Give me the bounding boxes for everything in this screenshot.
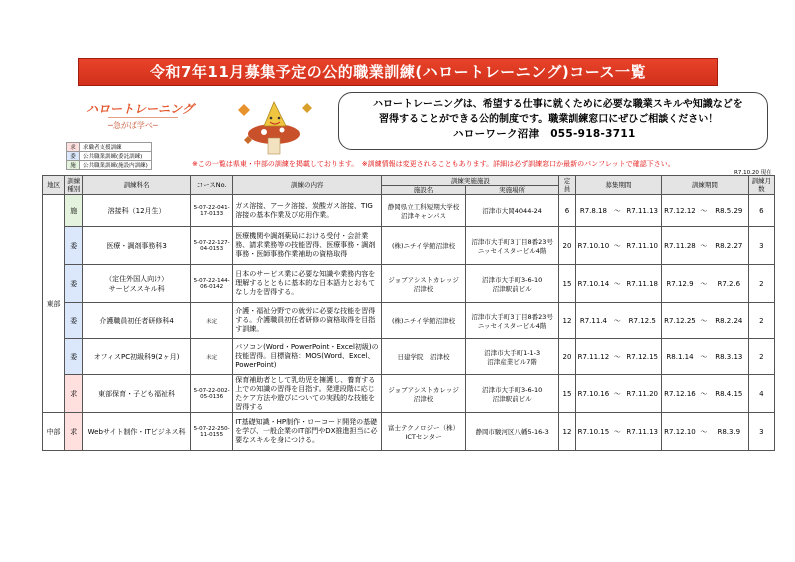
location-cell: 沼津市大手町1-1-3 沼津産業ビル7階: [465, 339, 559, 375]
months-cell: 2: [748, 303, 774, 339]
header-facility: 訓練実施施設: [382, 176, 559, 186]
course-no-cell: 未定: [190, 339, 232, 375]
legend-row: [67, 152, 152, 161]
header-capacity: 定員: [559, 176, 575, 195]
hello-training-logo: [86, 100, 206, 138]
type-cell: 委: [65, 303, 83, 339]
facility-cell: ジョブアシストカレッジ 沼津校: [382, 265, 466, 303]
table-row: [43, 303, 775, 339]
training-end-cell: R8.2.27: [710, 227, 748, 265]
recruit-start-cell: R7.10.16: [575, 375, 611, 413]
table-row: [43, 227, 775, 265]
header-course-no: コースNo.: [190, 176, 232, 195]
legend-label: 公共職業訓練(委託訓練): [80, 152, 152, 161]
course-cell: （定住外国人向け） サービススキル科: [83, 265, 191, 303]
leaf-icon: [302, 103, 312, 113]
intro-bubble: [338, 92, 768, 150]
training-end-cell: R8.3.13: [710, 339, 748, 375]
training-end-cell: R8.2.24: [710, 303, 748, 339]
recruit-start-cell: R7.8.18: [575, 195, 611, 227]
table-row: [43, 195, 775, 227]
logo-subtext: ─急がば学べ─: [108, 117, 178, 131]
region-cell: 東部: [43, 195, 65, 413]
table-row: [43, 265, 775, 303]
course-cell: 東部保育・子ども福祉科: [83, 375, 191, 413]
content-cell: ガス溶接、アーク溶接、炭酸ガス溶接、TIG溶接の基本作業及び応用作業。: [233, 195, 382, 227]
months-cell: 3: [748, 413, 774, 451]
recruit-tilde: 〜: [611, 227, 623, 265]
content-cell: 介護・福祉分野での就労に必要な技能を習得する。介護職員初任者研修の資格取得を目指す訓練。: [233, 303, 382, 339]
legend-label: 公共職業訓練(施設内訓練): [80, 161, 152, 170]
header-location: 実施場所: [465, 186, 559, 195]
page-title: 令和7年11月募集予定の公的職業訓練(ハロートレーニング)コース一覧: [78, 58, 718, 86]
facility-cell: 静岡県立工科短期大学校 沼津キャンパス: [382, 195, 466, 227]
training-tilde: 〜: [698, 265, 710, 303]
as-of-date: R7.10.20 現在: [734, 170, 772, 176]
course-table: [42, 175, 775, 451]
course-cell: Webサイト制作・ITビジネス科: [83, 413, 191, 451]
capacity-cell: 15: [559, 265, 575, 303]
leaf-icon: [238, 104, 250, 116]
months-cell: 6: [748, 195, 774, 227]
table-row: [43, 339, 775, 375]
recruit-start-cell: R7.10.10: [575, 227, 611, 265]
legend-label: 求職者支援訓練: [80, 143, 152, 152]
type-cell: 施: [65, 195, 83, 227]
table-row: [43, 413, 775, 451]
recruit-end-cell: R7.11.10: [623, 227, 661, 265]
legend-key: 求: [67, 143, 80, 152]
recruit-tilde: 〜: [611, 413, 623, 451]
training-start-cell: R7.12.9: [662, 265, 698, 303]
capacity-cell: 6: [559, 195, 575, 227]
facility-cell: (株)ニチイ学館沼津校: [382, 303, 466, 339]
location-cell: 沼津市大手町3丁目8番23号 ニッセイスタービル4階: [465, 227, 559, 265]
header-course: 訓練科名: [83, 176, 191, 195]
training-tilde: 〜: [698, 303, 710, 339]
training-tilde: 〜: [698, 227, 710, 265]
mascot-illustration: [230, 90, 320, 158]
course-no-cell: 5-07-22-002-05-0136: [190, 375, 232, 413]
location-cell: 沼津市大手町3-6-10 沼津駅前ビル: [465, 375, 559, 413]
training-tilde: 〜: [698, 339, 710, 375]
months-cell: 3: [748, 227, 774, 265]
facility-cell: 日建学院 沼津校: [382, 339, 466, 375]
content-cell: パソコン(Word・PowerPoint・Excel初級)の技能習得。目標資格：MOS(Word、Excel、PowerPoint): [233, 339, 382, 375]
recruit-end-cell: R7.11.13: [623, 195, 661, 227]
capacity-cell: 12: [559, 413, 575, 451]
type-cell: 委: [65, 339, 83, 375]
capacity-cell: 20: [559, 227, 575, 265]
training-start-cell: R7.12.25: [662, 303, 698, 339]
capacity-cell: 15: [559, 375, 575, 413]
location-cell: 沼津市大手町3丁目8番23号 ニッセイスタービル4階: [465, 303, 559, 339]
intro-line-1: ハロートレーニングは、希望する仕事に就くために必要な職業スキルや知識などを: [373, 99, 743, 110]
recruit-end-cell: R7.11.20: [623, 375, 661, 413]
intro-line-2: 習得することができる公的制度です。職業訓練窓口にぜひご相談ください！: [379, 114, 719, 125]
recruit-start-cell: R7.11.4: [575, 303, 611, 339]
training-end-cell: R8.4.15: [710, 375, 748, 413]
logo-text: ハロートレーニング: [86, 102, 194, 116]
legend-row: [67, 143, 152, 152]
legend-key: 委: [67, 152, 80, 161]
header-training: 訓練期間: [662, 176, 749, 195]
training-start-cell: R7.11.28: [662, 227, 698, 265]
region-cell: 中部: [43, 413, 65, 451]
training-start-cell: R8.1.14: [662, 339, 698, 375]
recruit-tilde: 〜: [611, 265, 623, 303]
recruit-start-cell: R7.11.12: [575, 339, 611, 375]
training-tilde: 〜: [698, 195, 710, 227]
header-recruit: 募集期間: [575, 176, 662, 195]
months-cell: 2: [748, 265, 774, 303]
table-row: [43, 375, 775, 413]
training-end-cell: R7.2.6: [710, 265, 748, 303]
training-tilde: 〜: [698, 413, 710, 451]
recruit-end-cell: R7.11.13: [623, 413, 661, 451]
training-start-cell: R7.12.10: [662, 413, 698, 451]
recruit-start-cell: R7.10.15: [575, 413, 611, 451]
facility-cell: ジョブアシストカレッジ 沼津校: [382, 375, 466, 413]
intro-contact: ハローワーク沼津 055-918-3711: [453, 128, 636, 140]
recruit-tilde: 〜: [611, 195, 623, 227]
facility-cell: (株)ニチイ学館沼津校: [382, 227, 466, 265]
location-cell: 沼津市大手町3-6-10 沼津駅前ビル: [465, 265, 559, 303]
content-cell: 保育補助者として乳幼児を擁護し、養育する上での知識の習得を目指す。発達段階に応じたケア方法や遊びについての実践的な技能を習得する: [233, 375, 382, 413]
months-cell: 4: [748, 375, 774, 413]
capacity-cell: 20: [559, 339, 575, 375]
training-start-cell: R7.12.16: [662, 375, 698, 413]
location-cell: 沼津市大岡4044-24: [465, 195, 559, 227]
course-cell: 溶接科（12月生）: [83, 195, 191, 227]
recruit-start-cell: R7.10.14: [575, 265, 611, 303]
recruit-tilde: 〜: [611, 303, 623, 339]
location-cell: 静岡市駿河区八幡5-16-3: [465, 413, 559, 451]
legend-row: [67, 161, 152, 170]
course-cell: 介護職員初任者研修科4: [83, 303, 191, 339]
notes: ※この一覧は県東・中部の訓練を掲載しております。 ※訓練情報は変更されることもあります。詳細は必ず訓練窓口か最新のパンフレットで確認下さい。: [192, 160, 675, 168]
header-months: 訓練月数: [748, 176, 774, 195]
course-cell: オフィスPC初級科9(2ヶ月): [83, 339, 191, 375]
course-no-cell: 未定: [190, 303, 232, 339]
training-start-cell: R7.12.12: [662, 195, 698, 227]
recruit-end-cell: R7.11.18: [623, 265, 661, 303]
capacity-cell: 12: [559, 303, 575, 339]
type-cell: 求: [65, 375, 83, 413]
type-legend: [66, 142, 152, 170]
content-cell: IT基礎知識・HP制作・ローコード開発の基礎を学び、一般企業のIT部門やDX推進担当に必要なスキルを身につける。: [233, 413, 382, 451]
header-region: 地区: [43, 176, 65, 195]
training-tilde: 〜: [698, 375, 710, 413]
course-no-cell: 5-07-22-250-11-0155: [190, 413, 232, 451]
course-no-cell: 5-07-22-127-04-0153: [190, 227, 232, 265]
recruit-tilde: 〜: [611, 339, 623, 375]
training-end-cell: R8.3.9: [710, 413, 748, 451]
header-facility-name: 施設名: [382, 186, 466, 195]
content-cell: 日本のサービス業に必要な知識や業務内容を理解するとともに基本的な日本語力とおもてなし力を習得する。: [233, 265, 382, 303]
header-content: 訓練の内容: [233, 176, 382, 195]
header-type: 訓練種別: [65, 176, 83, 195]
type-cell: 求: [65, 413, 83, 451]
training-end-cell: R8.5.29: [710, 195, 748, 227]
content-cell: 医療機関や調剤薬局における受付・会計業務、請求業務等の技能習得、医療事務・調剤事務・医師事務作業補助の資格取得: [233, 227, 382, 265]
course-no-cell: 5-07-22-144-06-0142: [190, 265, 232, 303]
months-cell: 2: [748, 339, 774, 375]
type-cell: 委: [65, 227, 83, 265]
course-no-cell: 5-07-22-041-17-0133: [190, 195, 232, 227]
facility-cell: 富士テクノロジー（株） ICTセンター: [382, 413, 466, 451]
course-rows: [43, 195, 775, 451]
legend-key: 施: [67, 161, 80, 170]
recruit-tilde: 〜: [611, 375, 623, 413]
recruit-end-cell: R7.12.15: [623, 339, 661, 375]
recruit-end-cell: R7.12.5: [623, 303, 661, 339]
type-cell: 委: [65, 265, 83, 303]
course-cell: 医療・調剤事務科3: [83, 227, 191, 265]
